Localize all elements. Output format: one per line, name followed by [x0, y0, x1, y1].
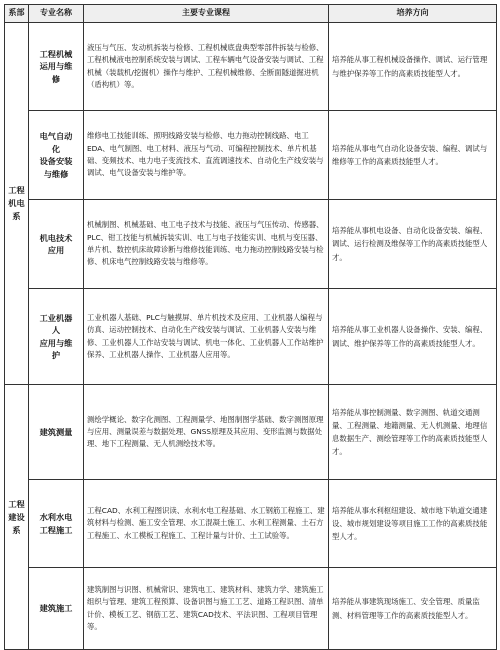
- major-name: 建筑施工: [29, 568, 84, 650]
- direction-cell: 培养能从事工程机械设备操作、调试、运行管理与维护保养等工作的高素质技能型人才。: [329, 23, 497, 111]
- table-row: [5, 480, 497, 568]
- major-name: 水利水电 工程施工: [29, 480, 84, 568]
- curriculum-table: [4, 4, 497, 650]
- courses-cell: 机械制图、机械基础、电工电子技术与技能、液压与气压传动、传感器、PLC、钳工技能与机械拆装实训、电工与电子技能实训、电机与变压器、单片机、数控机床故障诊断与维修技能训练、电力拖动控制线路安装与检修、机床电气控制线路安装与维修等。: [84, 200, 329, 289]
- table-row: [5, 568, 497, 650]
- major-name: 工业机器 人 应用与维 护: [29, 289, 84, 385]
- direction-cell: 培养能从事建筑现场施工、安全管理、质量监测、材料管理等工作的高素质技能型人才。: [329, 568, 497, 650]
- table-row: [5, 23, 497, 111]
- header-courses: 主要专业课程: [84, 5, 329, 23]
- department-cell: 工程 建设 系: [5, 385, 29, 650]
- curriculum-table-container: [4, 4, 496, 650]
- major-name: 建筑测量: [29, 385, 84, 480]
- direction-cell: 培养能从事水利枢纽建设、城市地下轨道交通建设、城市规划建设等项目施工工作的高素质技能型人才。: [329, 480, 497, 568]
- direction-cell: 培养能从事工业机器人设备操作、安装、编程、调试、维护保养等工作的高素质技能型人才。: [329, 289, 497, 385]
- courses-cell: 工程CAD、水利工程图识读、水利水电工程基础、水工钢筋工程施工、建筑材料与检测、施工安全管理、水工混凝土施工、水利工程测量、土石方工程施工、水工模板工程施工、工程计量与计价、土工试验等。: [84, 480, 329, 568]
- direction-cell: 培养能从事机电设备、自动化设备安装、编程、调试、运行检测及维保等工作的高素质技能型人才。: [329, 200, 497, 289]
- major-name: 工程机械 运用与维 修: [29, 23, 84, 111]
- courses-cell: 测绘学概论、数字化测图、工程测量学、地图制图学基础、数字测图原理与应用、测量误差与数据处理、GNSS原理及其应用、变形监测与数据处理、地下工程测量、无人机测绘技术等。: [84, 385, 329, 480]
- direction-cell: 培养能从事电气自动化设备安装、编程、调试与维修等工作的高素质技能型人才。: [329, 111, 497, 200]
- table-row: [5, 289, 497, 385]
- header-department: 系部: [5, 5, 29, 23]
- table-row: [5, 385, 497, 480]
- courses-cell: 建筑制图与识图、机械常识、建筑电工、建筑材料、建筑力学、建筑施工组织与管理、建筑工程预算、设备识图与施工工艺、道路工程识图、清单计价、模板工艺、钢筋工艺、建筑CAD技术、平法识图、工程项目管理等。: [84, 568, 329, 650]
- header-row: [5, 5, 497, 23]
- header-direction: 培养方向: [329, 5, 497, 23]
- table-row: [5, 111, 497, 200]
- table-row: [5, 200, 497, 289]
- courses-cell: 维修电工技能训练、照明线路安装与检修、电力拖动控制线路、电工EDA、电气制图、电工材料、液压与气动、可编程控制技术、单片机基础、变频技术、电力电子变流技术、直流调速技术、自动化生产线安装与调试、电气设备安装与维护等。: [84, 111, 329, 200]
- courses-cell: 液压与气压、发动机拆装与检修、工程机械底盘典型零部件拆装与检修、工程机械液电控制系统安装与调试、工程车辆电气设备安装与调试、工程机械（装载机/挖掘机）操作与维护、工程机械维修、全断面隧道掘进机（盾构机）等。: [84, 23, 329, 111]
- direction-cell: 培养能从事控制测量、数字测图、轨道交通测量、工程测量、地籍测量、无人机测量、地理信息数据生产、测绘管理等工作的高素质技能型人才。: [329, 385, 497, 480]
- major-name: 机电技术 应用: [29, 200, 84, 289]
- major-name: 电气自动 化 设备安装 与维修: [29, 111, 84, 200]
- courses-cell: 工业机器人基础、PLC与触摸屏、单片机技术及应用、工业机器人编程与仿真、运动控制技术、自动化生产线安装与调试、工业机器人安装与维修、工业机器人工作站安装与调试、机电一体化、工业机器人工作站维护保养、工业机器人操作、工业机器人应用等。: [84, 289, 329, 385]
- header-major: 专业名称: [29, 5, 84, 23]
- department-cell: 工程 机电 系: [5, 23, 29, 385]
